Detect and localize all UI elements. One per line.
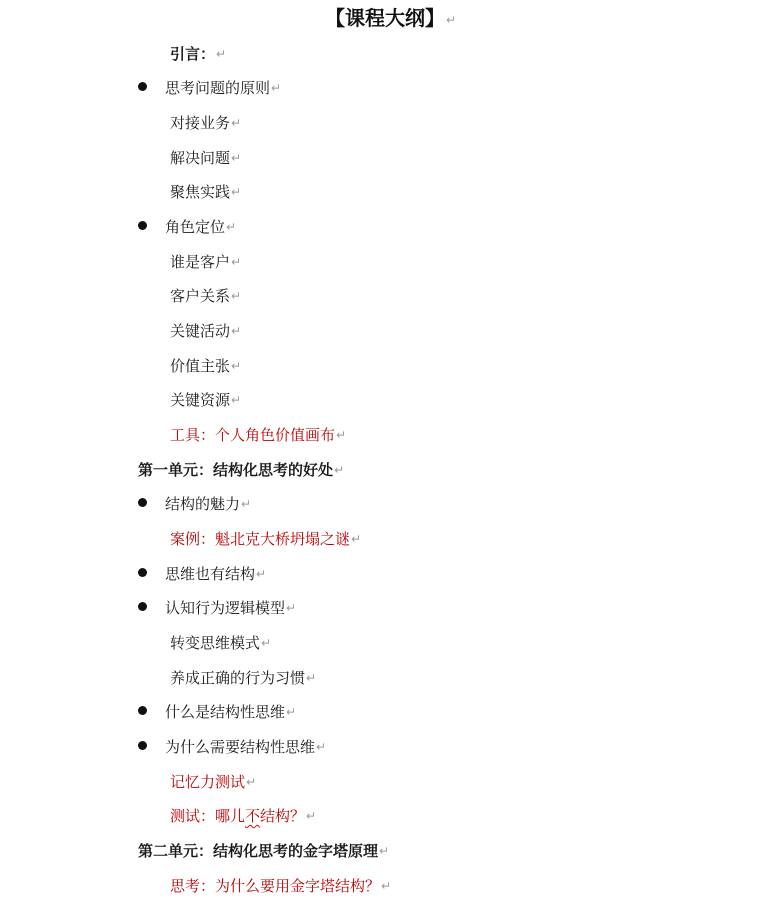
return-mark: ↵ xyxy=(231,185,242,199)
return-mark: ↵ xyxy=(336,428,347,442)
sub-item: 对接业务↵ xyxy=(170,114,242,132)
return-mark: ↵ xyxy=(379,844,390,858)
return-mark: ↵ xyxy=(231,393,242,407)
sub-item: 聚焦实践↵ xyxy=(170,183,242,201)
sub-item: 转变思维模式↵ xyxy=(170,634,272,652)
sub-item: 谁是客户↵ xyxy=(170,253,242,271)
think-note: 思考：为什么要用金字塔结构？↵ xyxy=(170,877,392,895)
bullet-icon xyxy=(138,221,147,230)
sub-item: 价值主张↵ xyxy=(170,357,242,375)
bullet-icon xyxy=(138,498,147,507)
return-mark: ↵ xyxy=(231,255,242,269)
bullet-icon xyxy=(138,706,147,715)
return-mark: ↵ xyxy=(231,324,242,338)
return-mark: ↵ xyxy=(334,463,345,477)
document-title xyxy=(0,4,781,34)
return-mark: ↵ xyxy=(246,775,257,789)
sub-item: 关键活动↵ xyxy=(170,322,242,340)
sub-item: 养成正确的行为习惯↵ xyxy=(170,669,317,687)
return-mark: ↵ xyxy=(306,671,317,685)
return-mark: ↵ xyxy=(231,116,242,130)
bullet-icon xyxy=(138,568,147,577)
return-mark: ↵ xyxy=(271,81,282,95)
sub-item: 关键资源↵ xyxy=(170,391,242,409)
return-mark: ↵ xyxy=(286,601,297,615)
bullet-item: 角色定位↵ xyxy=(138,216,236,238)
return-mark: ↵ xyxy=(241,497,252,511)
bullet-icon xyxy=(138,741,147,750)
spellcheck-underline: 不 xyxy=(245,807,261,825)
return-mark: ↵ xyxy=(316,740,327,754)
title-text: 【课程大纲】 xyxy=(324,6,445,30)
bullet-icon xyxy=(138,82,147,91)
unit1-heading: 第一单元：结构化思考的好处↵ xyxy=(138,461,345,479)
memory-test-note: 记忆力测试↵ xyxy=(170,773,257,791)
return-mark: ↵ xyxy=(286,705,297,719)
return-mark: ↵ xyxy=(306,809,317,823)
return-mark: ↵ xyxy=(261,636,272,650)
bullet-item: 思考问题的原则↵ xyxy=(138,77,281,99)
return-mark: ↵ xyxy=(445,13,457,27)
bullet-item: 为什么需要结构性思维↵ xyxy=(138,736,326,758)
return-mark: ↵ xyxy=(381,879,392,893)
return-mark: ↵ xyxy=(351,532,362,546)
return-mark: ↵ xyxy=(256,567,267,581)
return-mark: ↵ xyxy=(231,359,242,373)
intro-heading: 引言：↵ xyxy=(170,45,227,63)
return-mark: ↵ xyxy=(216,47,227,61)
case-note: 案例：魁北克大桥坍塌之谜↵ xyxy=(170,530,362,548)
sub-item: 解决问题↵ xyxy=(170,149,242,167)
sub-item: 客户关系↵ xyxy=(170,287,242,305)
bullet-item: 思维也有结构↵ xyxy=(138,563,266,585)
bullet-item: 结构的魅力↵ xyxy=(138,493,251,515)
tool-note: 工具：个人角色价值画布↵ xyxy=(170,426,347,444)
bullet-item: 认知行为逻辑模型↵ xyxy=(138,597,296,619)
test-note: 测试：哪儿不结构？↵ xyxy=(170,807,317,825)
return-mark: ↵ xyxy=(231,151,242,165)
return-mark: ↵ xyxy=(231,289,242,303)
bullet-icon xyxy=(138,602,147,611)
bullet-item: 什么是结构性思维↵ xyxy=(138,701,296,723)
unit2-heading: 第二单元：结构化思考的金字塔原理↵ xyxy=(138,842,390,860)
return-mark: ↵ xyxy=(226,220,237,234)
